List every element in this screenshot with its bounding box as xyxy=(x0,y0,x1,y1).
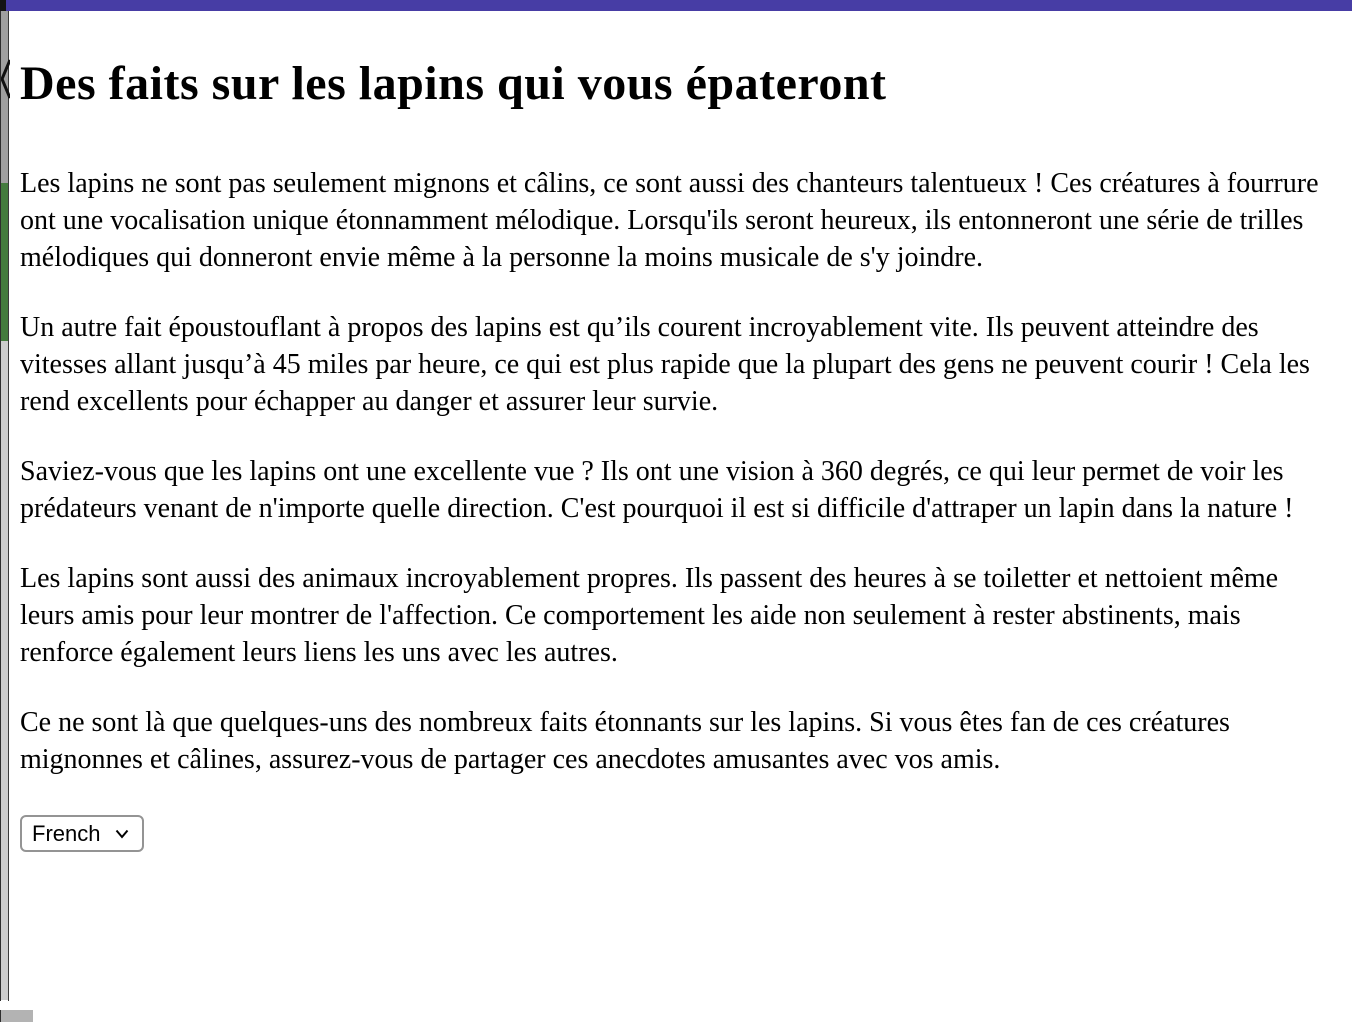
paragraph-rabbit-vision: Saviez-vous que les lapins ont une excellente vue ? Ils ont une vision à 360 degrés, ce qui leur permet de voir les prédateurs venant de n'importe quelle direction. C'est pourquoi il est si difficile d'attraper un lapin dans la nature ! xyxy=(20,456,1294,525)
top-bar-corner-fragment xyxy=(0,0,6,11)
top-accent-bar xyxy=(0,0,1352,11)
paragraph-rabbit-grooming: Les lapins sont aussi des animaux incroyablement propres. Ils passent des heures à se toiletter et nettoient même leurs amis pour leur montrer de l'affection. Ce comportement les aide non seulement à rester abstinents, mais renforce également leurs liens les uns avec les autres. xyxy=(20,563,1279,669)
left-edge-strip xyxy=(0,11,9,1001)
bottom-left-corner-block xyxy=(0,1010,33,1022)
language-select[interactable] xyxy=(20,815,144,852)
left-strip-green-segment xyxy=(1,183,8,341)
page-title: Des faits sur les lapins qui vous épateront xyxy=(20,57,887,110)
chevron-down-icon xyxy=(115,829,129,839)
paragraph-closing: Ce ne sont là que quelques-uns des nombreux faits étonnants sur les lapins. Si vous êtes fan de ces créatures mignonnes et câlines, assurez-vous de partager ces anecdotes amusantes avec vos amis. xyxy=(20,707,1230,776)
article xyxy=(20,11,1336,852)
paragraph-rabbit-speed: Un autre fait époustouflant à propos des lapins est qu’ils courent incroyablement vite. Ils peuvent atteindre des vitesses allant jusqu’à 45 miles par heure, ce qui est plus rapide que la plupart des gens ne peuvent courir ! Cela les rend excellents pour échapper au danger et assurer leur survie. xyxy=(20,312,1310,418)
clipped-background-glyph xyxy=(1,57,10,101)
paragraph-singing-rabbits: Les lapins ne sont pas seulement mignons et câlins, ce sont aussi des chanteurs talentueux ! Ces créatures à fourrure ont une vocalisation unique étonnamment mélodique. Lorsqu'ils seront heureux, ils entonneront une série de trilles mélodiques qui donneront envie même à la personne la moins musicale de s'y joindre. xyxy=(20,168,1319,274)
left-strip-light-segment xyxy=(1,341,8,1000)
language-select-value: French xyxy=(32,820,101,846)
